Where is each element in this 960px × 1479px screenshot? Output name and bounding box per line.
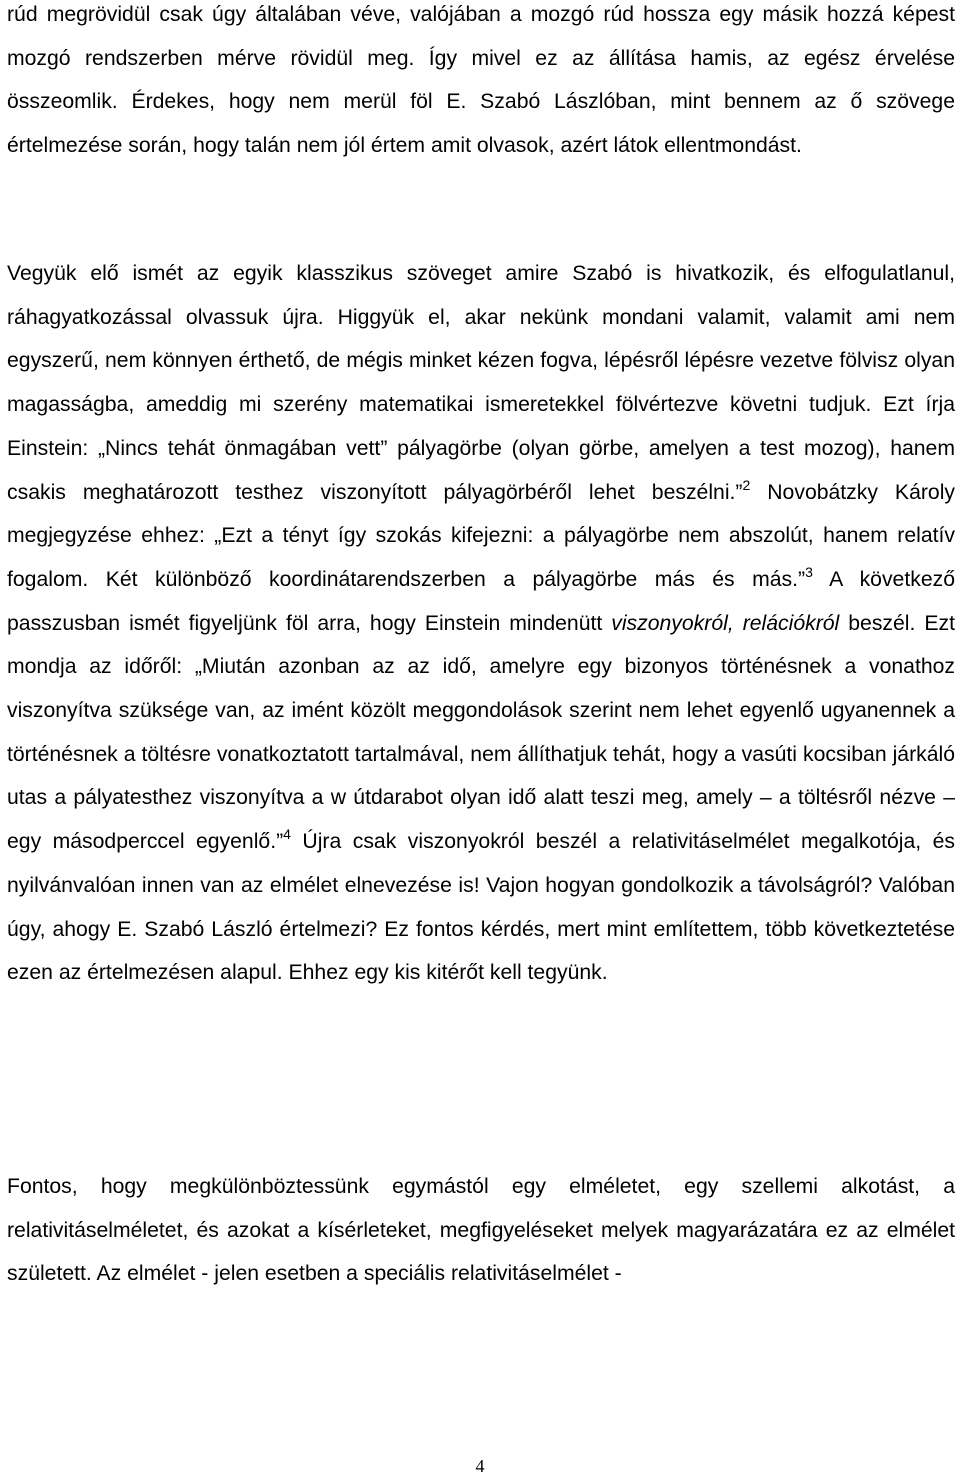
paragraph: Fontos, hogy megkülönböztessünk egymástól egy elméletet, egy szellemi alkotást, a relativitáselméletet, és azokat a kísérleteket, megfigyeléseket melyek magyarázatára ez az elmélet született. Az elmélet - jelen esetben a speciális relativitáselmélet -: [7, 1175, 955, 1286]
text-segment: A következő passzusban ismét figyeljünk föl arra, hogy Einstein mindenütt: [7, 567, 955, 635]
text-segment: beszél. Ezt mondja az időről: „Miután azonban az az idő, amelyre egy bizonyos történésnek a vonathoz viszonyítva szüksége van, az imént közölt meggondolások szerint nem lehet egyenlő ugyanennek a történésnek a töltésre vonatkoztatott tartalmával, nem állíthatjuk tehát, hogy a vasúti kocsiban járkáló utas a pályatesthez viszonyítva a w útdarabot olyan idő alatt teszi meg, amely – a töltésről nézve – egy másodperccel egyenlő.”: [7, 611, 955, 854]
emphasis-text: viszonyokról, relációkról: [611, 611, 840, 635]
footnote-ref[interactable]: 2: [742, 476, 751, 493]
paragraph: [7, 252, 955, 995]
footnote-ref[interactable]: 3: [805, 563, 813, 580]
text-segment: Újra csak viszonyokról beszél a relativitáselmélet megalkotója, és nyilvánvalóan innen van az elmélet elnevezése is! Vajon hogyan gondolkozik a távolságról? Valóban úgy, ahogy E. Szabó László értelmezi? Ez fontos kérdés, mert mint említettem, több következtetése ezen az értelmezésen alapul. Ehhez egy kis kitérőt kell tegyünk.: [7, 830, 955, 985]
text-segment: Vegyük elő ismét az egyik klasszikus szöveget amire Szabó is hivatkozik, és elfogulatlanul, ráhagyatkozással olvassuk újra. Higgyük el, akar nekünk mondani valamit, valamit ami nem egyszerű, nem könnyen érthető, de mégis minket kézen fogva, lépésről lépésre vezetve fölvisz olyan magasságba, ameddig mi szerény matematikai ismeretekkel fölvértezve követni tudjuk. Ezt írja Einstein: „Nincs tehát önmagában vett” pályagörbe (olyan görbe, amelyen a test mozog), hanem csakis meghatározott testhez viszonyított pályagörbéről lehet beszélni.”: [7, 262, 955, 504]
text-segment: Novobátzky Károly megjegyzése ehhez: „Ezt a tényt így szokás kifejezni: a pályagörbe nem abszolút, hanem relatív fogalom. Két különböző koordinátarendszerben a pályagörbe más és más.”: [7, 480, 955, 591]
footnote-ref[interactable]: 4: [283, 826, 291, 843]
page-number: 4: [475, 1456, 485, 1476]
paragraph: rúd megrövidül csak úgy általában véve, valójában a mozgó rúd hossza egy másik hozzá képest mozgó rendszerben mérve rövidül meg. Így mivel ez az állítása hamis, az egész érvelése összeomlik. Érdekes, hogy nem merül föl E. Szabó Lászlóban, mint bennem az ő szövege értelmezése során, hogy talán nem jól értem amit olvasok, azért látok ellentmondást.: [7, 3, 955, 158]
